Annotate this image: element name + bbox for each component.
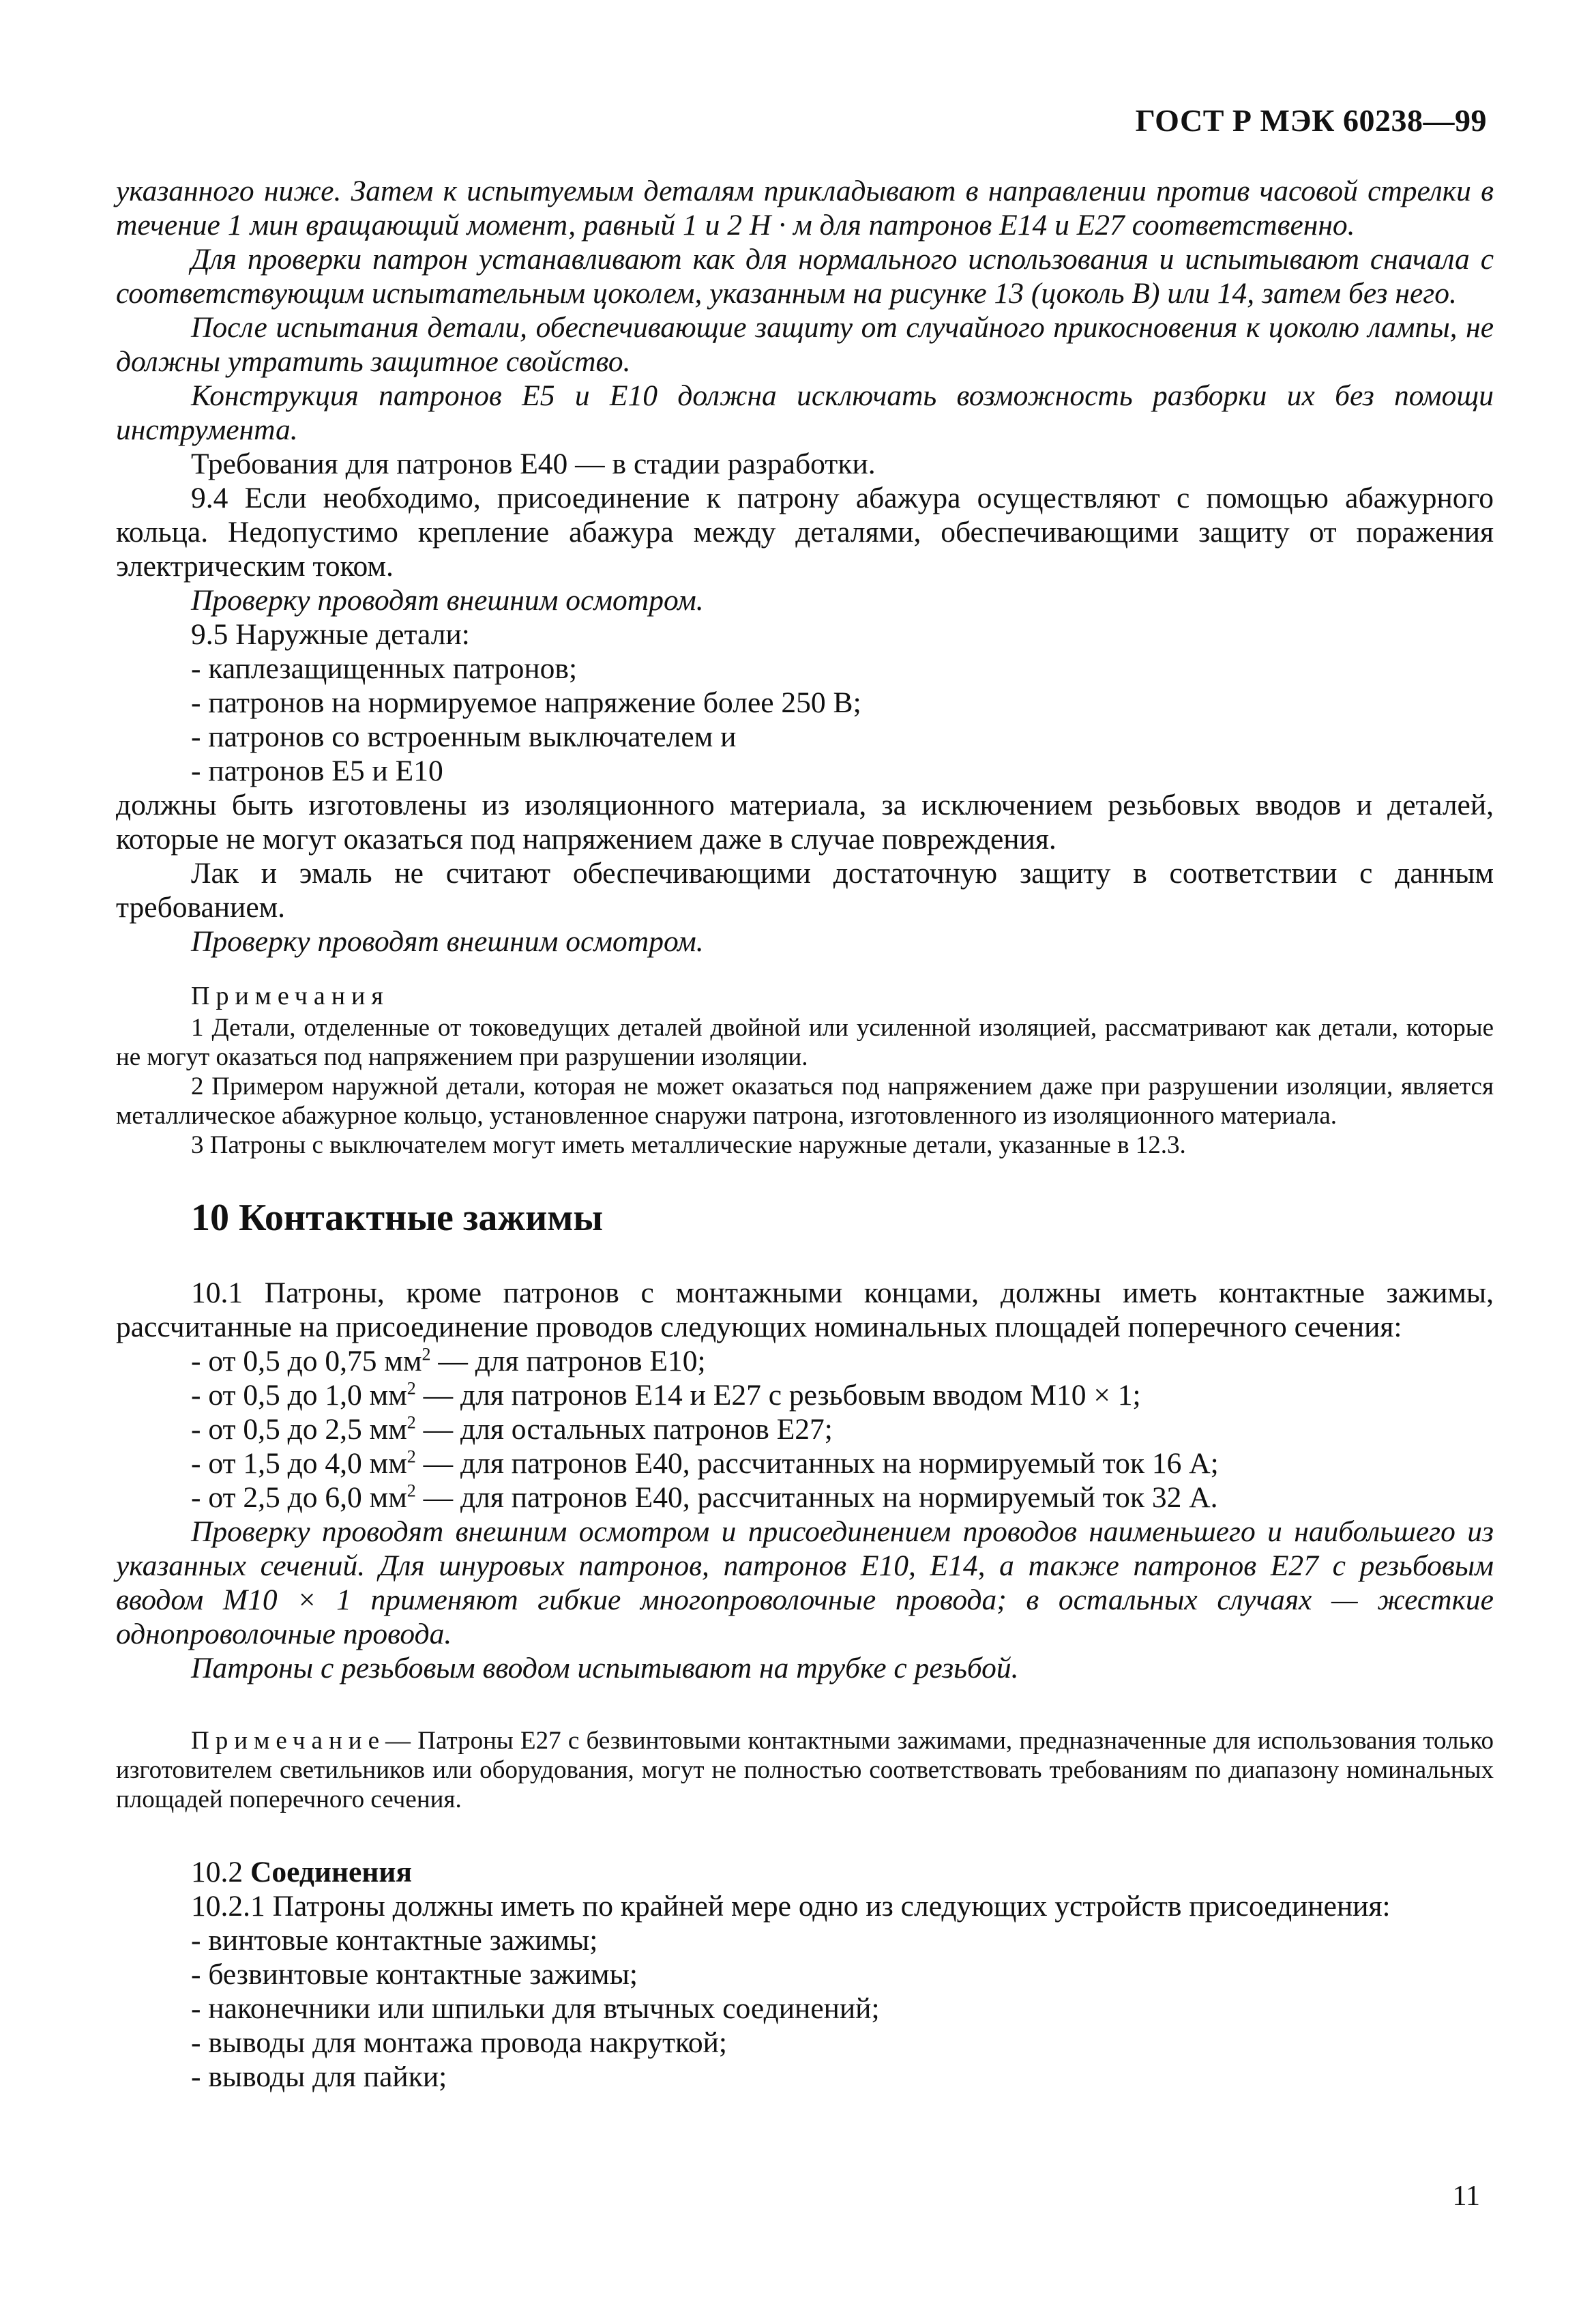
list-10-1	[116, 1344, 1494, 1515]
list-item: - от 0,5 до 0,75 $мм^2$ — для патронов E10;	[191, 1344, 706, 1377]
list-item: - наконечники или шпильки для втычных соединений;	[191, 1992, 880, 2025]
note-item: 3 Патроны с выключателем могут иметь металлические наружные детали, указанные в 12.3.	[191, 1131, 1186, 1159]
note-text: — Патроны E27 с безвинтовыми контактными зажимами, предназначенные для использования только изготовителем светильников или оборудования, могут не полностью соответствовать требованиям по диапазону номинальных площадей поперечного сечения.	[116, 1727, 1494, 1813]
notes-title: Примечания	[191, 982, 389, 1010]
paragraph-10-2: 10.2 Соединения	[191, 1856, 412, 1888]
list-9-5	[116, 652, 1494, 788]
list-item: - от 1,5 до 4,0 $мм^2$ — для патронов E40, рассчитанных на нормируемый ток 16 А;	[191, 1446, 1219, 1480]
document-body	[116, 174, 1494, 2094]
paragraph-e40: Требования для патронов E40 — в стадии разработки.	[191, 448, 876, 480]
list-item: - выводы для монтажа провода накруткой;	[191, 2026, 727, 2059]
paragraph-lacquer: Лак и эмаль не считают обеспечивающими достаточную защиту в соответствии с данным требованием.	[116, 857, 1494, 924]
note-item: 1 Детали, отделенные от токоведущих деталей двойной или усиленной изоляцией, рассматривают как детали, которые не могут оказаться под напряжением при разрушении изоляции.	[116, 1014, 1494, 1071]
paragraph-9-5: 9.5 Наружные детали:	[191, 618, 470, 651]
list-item: - винтовые контактные зажимы;	[191, 1924, 598, 1957]
list-item: - патронов со встроенным выключателем и	[191, 720, 737, 753]
paragraph-test-procedure: Для проверки патрон устанавливают как для нормального использования и испытывают сначала с соответствующим испытательным цоколем, указанным на рисунке 13 (цоколь В) или 14, затем без него.	[116, 243, 1494, 310]
paragraph-protection: После испытания детали, обеспечивающие защиту от случайного прикосновения к цоколю лампы, не должны утратить защитное свойство.	[116, 311, 1494, 378]
document-header: ГОСТ Р МЭК 60238—99	[1135, 103, 1487, 138]
page-number: 11	[1452, 2180, 1480, 2212]
paragraph-10-2-1: 10.2.1 Патроны должны иметь по крайней мере одно из следующих устройств присоединения:	[191, 1890, 1391, 1923]
list-item: - безвинтовые контактные зажимы;	[191, 1958, 638, 1991]
paragraph-check-3: Проверку проводят внешним осмотром и присоединением проводов наименьшего и наибольшего из указанных сечений. Для шнуровых патронов, патронов E10, E14, а также патронов E27 с резьбовым вводом M10 × 1 применяют гибкие многопроволочные провода; в остальных случаях — жесткие однопроволочные провода.	[116, 1515, 1494, 1650]
list-item: - от 0,5 до 2,5 $мм^2$ — для остальных патронов E27;	[191, 1412, 833, 1446]
paragraph-9-4: 9.4 Если необходимо, присоединение к патрону абажура осуществляют с помощью абажурного кольца. Недопустимо крепление абажура между деталями, обеспечивающими защиту от поражения электрическим током.	[116, 482, 1494, 583]
list-item: - каплезащищенных патронов;	[191, 652, 578, 685]
list-item: - патронов E5 и E10	[191, 755, 443, 787]
paragraph-construction: Конструкция патронов E5 и E10 должна исключать возможность разборки их без помощи инструмента.	[116, 379, 1494, 446]
note-item: 2 Примером наружной детали, которая не может оказаться под напряжением даже при разрушении изоляции, является металлическое абажурное кольцо, установленное снаружи патрона, изготовленного из изоляционного материала.	[116, 1072, 1494, 1130]
paragraph-thread: Патроны с резьбовым вводом испытывают на трубке с резьбой.	[191, 1652, 1019, 1684]
paragraph-check-2: Проверку проводят внешним осмотром.	[191, 925, 704, 958]
note-label: Примечание	[191, 1727, 385, 1755]
subheading-connections: Соединения	[250, 1856, 412, 1888]
paragraph-continuation: указанного ниже. Затем к испытуемым деталям прикладывают в направлении против часовой стрелки в течение 1 мин вращающий момент, равный 1 и 2 Н · м для патронов E14 и E27 соответственно.	[116, 175, 1494, 242]
paragraph-10-1: 10.1 Патроны, кроме патронов с монтажными концами, должны иметь контактные зажимы, рассчитанные на присоединение проводов следующих номинальных площадей поперечного сечения:	[116, 1276, 1494, 1343]
paragraph-must: должны быть изготовлены из изоляционного материала, за исключением резьбовых вводов и деталей, которые не могут оказаться под напряжением даже в случае повреждения.	[116, 789, 1494, 856]
section-heading: 10 Контактные зажимы	[191, 1197, 604, 1239]
list-item: - патронов на нормируемое напряжение более 250 В;	[191, 686, 861, 719]
paragraph-check-1: Проверку проводят внешним осмотром.	[191, 584, 704, 617]
list-item: - выводы для пайки;	[191, 2060, 447, 2093]
note-single	[116, 1726, 1494, 1814]
list-item: - от 0,5 до 1,0 $мм^2$ — для патронов E14 и E27 с резьбовым вводом M10 × 1;	[191, 1378, 1141, 1412]
list-item: - от 2,5 до 6,0 $мм^2$ — для патронов E40, рассчитанных на нормируемый ток 32 А.	[191, 1480, 1218, 1514]
list-10-2-1	[116, 1923, 1494, 2094]
